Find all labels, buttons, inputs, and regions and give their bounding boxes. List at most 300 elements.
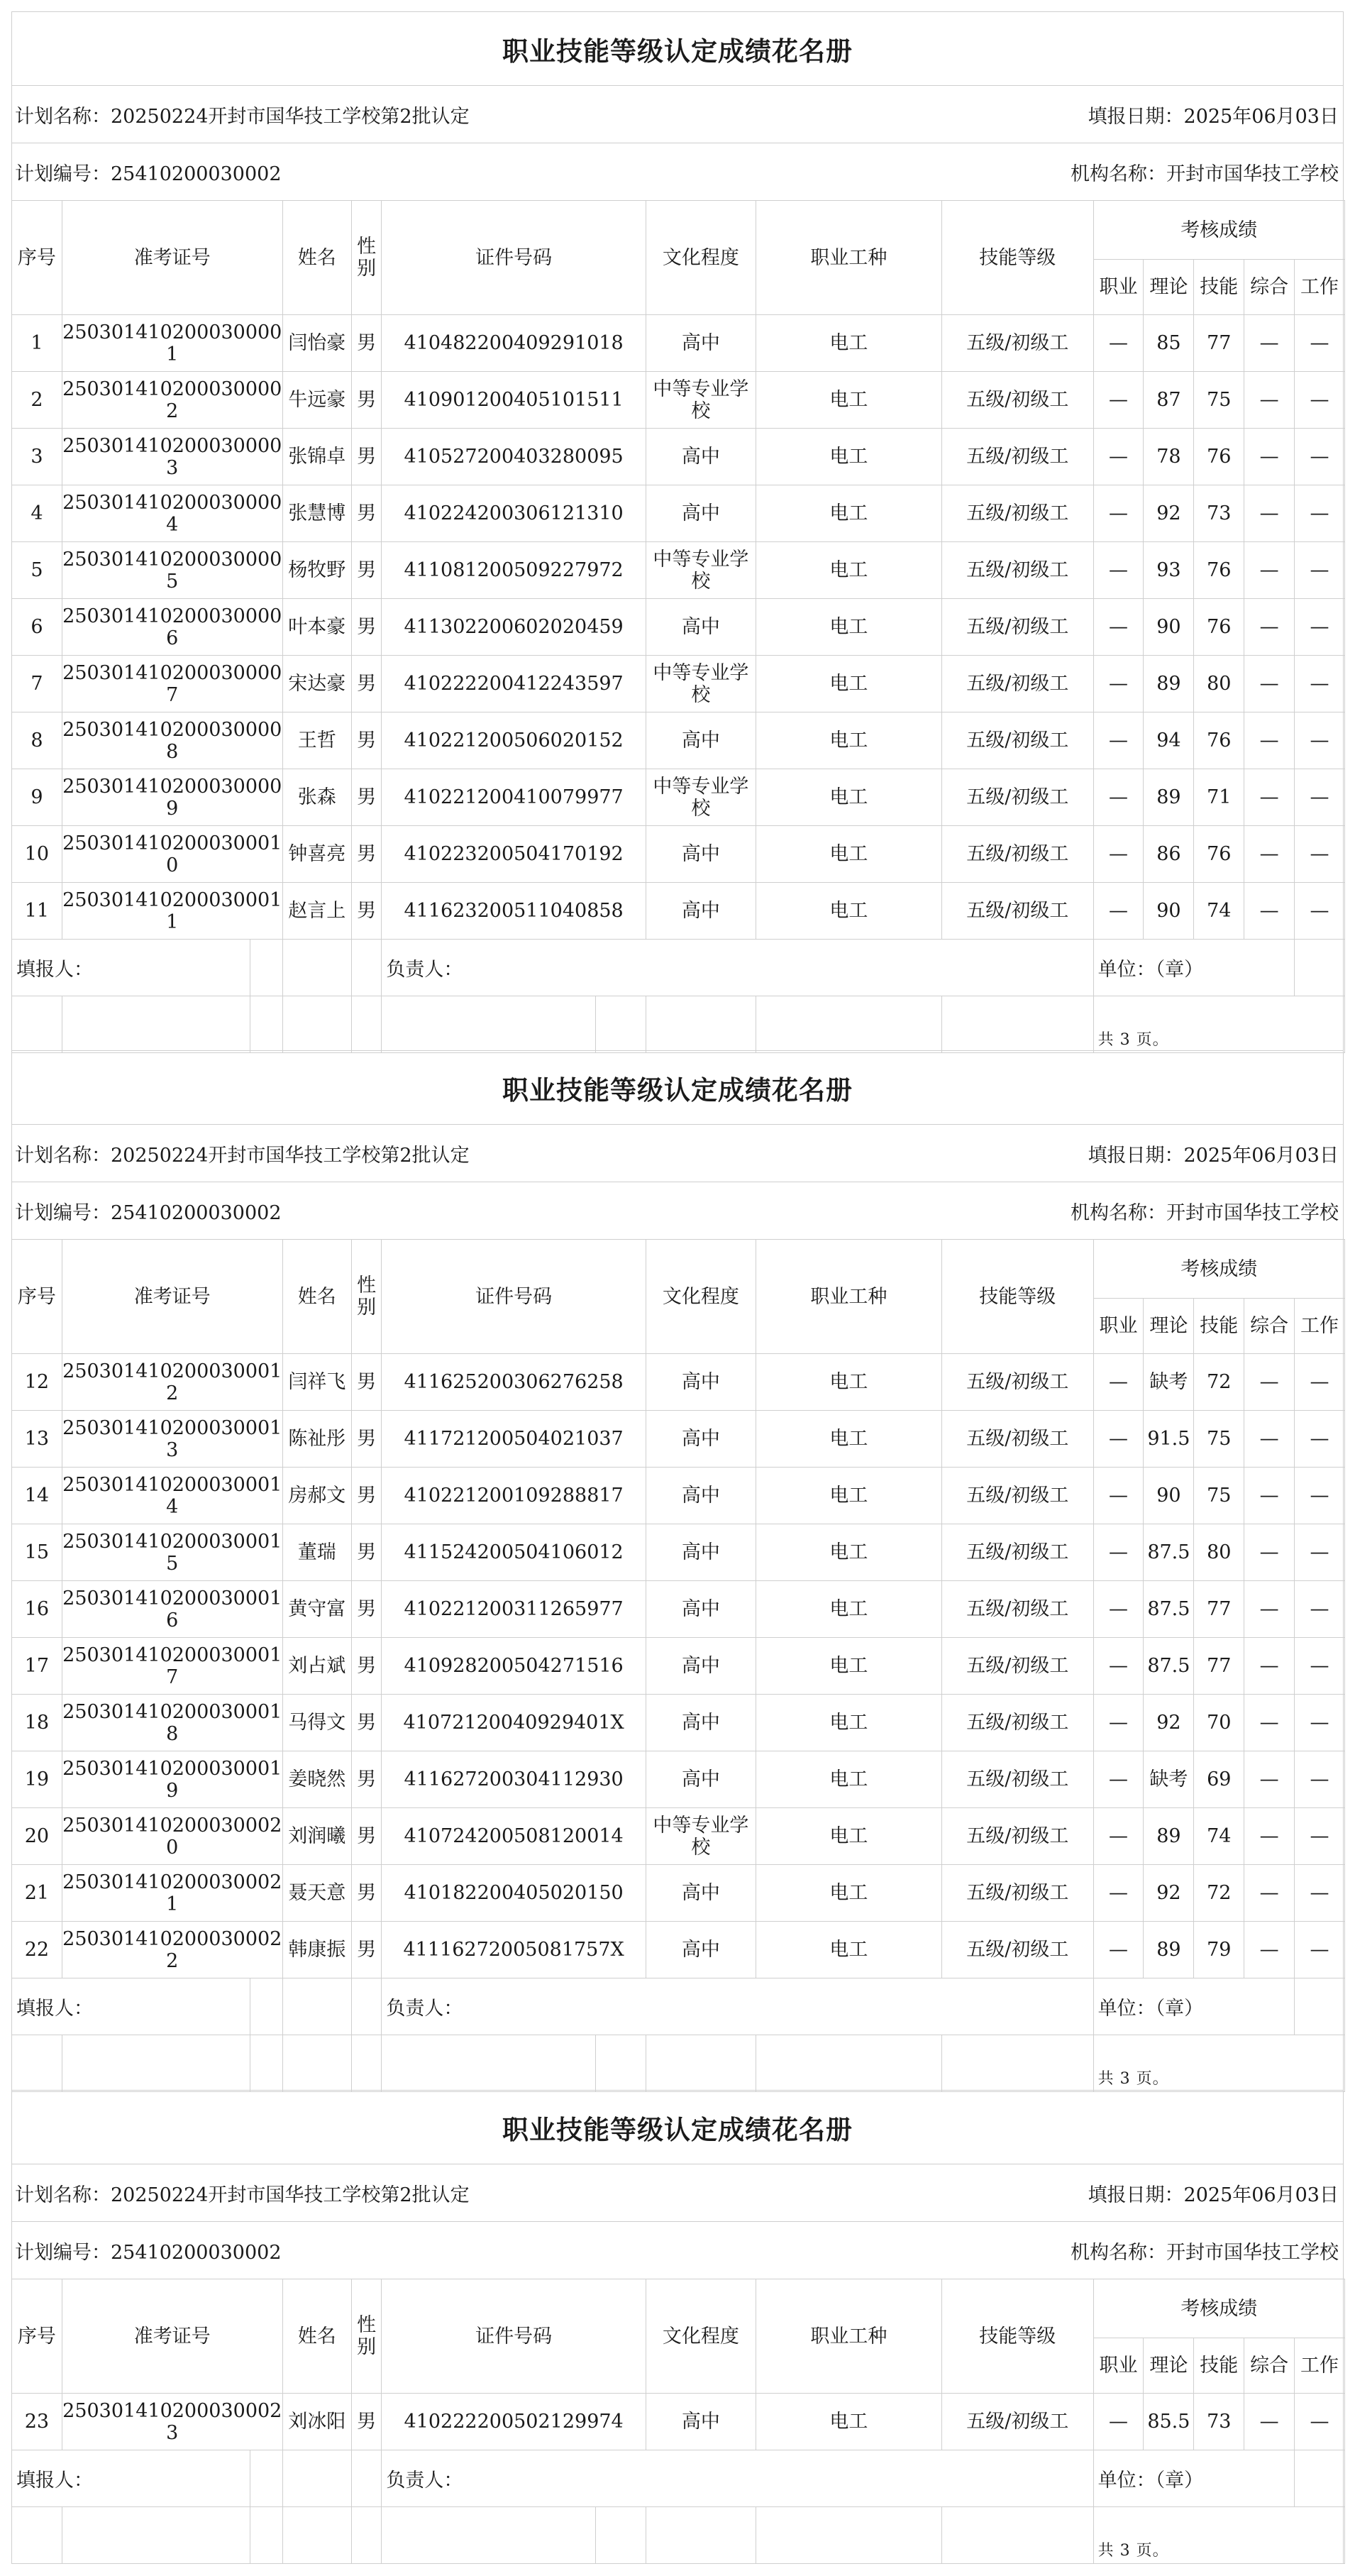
header-name: 姓名 — [282, 2279, 351, 2394]
row-score-comprehensive: — — [1244, 1865, 1295, 1922]
row-score-skill: 73 — [1194, 485, 1244, 542]
row-id-number: 411625200306276258 — [382, 1354, 646, 1411]
header-score-professional: 职业 — [1093, 1299, 1144, 1354]
row-id-number: 410182200405020150 — [382, 1865, 646, 1922]
table-row — [12, 712, 1345, 769]
row-score-professional: — — [1093, 1922, 1144, 1978]
row-gender: 男 — [351, 2394, 382, 2450]
row-score-comprehensive: — — [1244, 429, 1295, 485]
row-education: 高中 — [646, 1865, 756, 1922]
row-id-number: 410222200412243597 — [382, 656, 646, 712]
row-score-work: — — [1295, 542, 1345, 599]
table-row — [12, 429, 1345, 485]
header-id-number: 证件号码 — [382, 2279, 646, 2394]
header-skill-level: 技能等级 — [942, 2279, 1094, 2394]
row-score-work: — — [1295, 1468, 1345, 1524]
score-table — [11, 1239, 1345, 1978]
roster-page — [11, 2090, 1344, 2563]
row-score-comprehensive: — — [1244, 1524, 1295, 1581]
table-row — [12, 542, 1345, 599]
row-skill-level: 五级/初级工 — [942, 883, 1094, 940]
row-education: 高中 — [646, 1468, 756, 1524]
table-row — [12, 769, 1345, 826]
row-ticket: 2503014102000300018 — [62, 1695, 282, 1751]
row-score-professional: — — [1093, 1808, 1144, 1865]
row-skill-level: 五级/初级工 — [942, 1638, 1094, 1695]
row-ticket: 2503014102000300015 — [62, 1524, 282, 1581]
header-name: 姓名 — [282, 201, 351, 315]
row-skill-level: 五级/初级工 — [942, 1524, 1094, 1581]
row-name: 刘占斌 — [282, 1638, 351, 1695]
row-education: 高中 — [646, 712, 756, 769]
row-skill-level: 五级/初级工 — [942, 656, 1094, 712]
header-scores: 考核成绩 — [1093, 2279, 1344, 2338]
row-score-professional: — — [1093, 485, 1144, 542]
row-name: 杨牧野 — [282, 542, 351, 599]
header-skill-level: 技能等级 — [942, 1240, 1094, 1354]
row-education: 中等专业学校 — [646, 542, 756, 599]
header-score-theory: 理论 — [1144, 260, 1194, 315]
row-score-theory: 89 — [1144, 1808, 1194, 1865]
row-score-theory: 85.5 — [1144, 2394, 1194, 2450]
row-occupation: 电工 — [756, 883, 941, 940]
row-gender: 男 — [351, 485, 382, 542]
row-name: 聂天意 — [282, 1865, 351, 1922]
row-score-theory: 缺考 — [1144, 1354, 1194, 1411]
row-ticket: 2503014102000300019 — [62, 1751, 282, 1808]
row-score-professional: — — [1093, 2394, 1144, 2450]
row-skill-level: 五级/初级工 — [942, 1808, 1094, 1865]
row-score-comprehensive: — — [1244, 1808, 1295, 1865]
row-gender: 男 — [351, 1581, 382, 1638]
row-gender: 男 — [351, 826, 382, 883]
row-score-work: — — [1295, 372, 1345, 429]
page-count: 共 3 页。 — [1093, 2507, 1344, 2564]
row-seq: 11 — [12, 883, 62, 940]
table-row — [12, 315, 1345, 372]
header-gender: 性别 — [351, 1240, 382, 1354]
row-seq: 3 — [12, 429, 62, 485]
row-score-work: — — [1295, 769, 1345, 826]
row-score-skill: 76 — [1194, 429, 1244, 485]
header-scores: 考核成绩 — [1093, 201, 1344, 260]
leader-label: 负责人： — [382, 1978, 1093, 2035]
row-ticket: 2503014102000300014 — [62, 1468, 282, 1524]
row-occupation: 电工 — [756, 826, 941, 883]
header-score-skill: 技能 — [1194, 1299, 1244, 1354]
row-id-number: 41116272005081757X — [382, 1922, 646, 1978]
row-name: 马得文 — [282, 1695, 351, 1751]
row-gender: 男 — [351, 1468, 382, 1524]
leader-label: 负责人： — [382, 2450, 1093, 2507]
row-skill-level: 五级/初级工 — [942, 1695, 1094, 1751]
row-score-theory: 92 — [1144, 1695, 1194, 1751]
table-row — [12, 656, 1345, 712]
plan-info-row — [12, 1124, 1343, 1182]
row-gender: 男 — [351, 315, 382, 372]
row-score-work: — — [1295, 883, 1345, 940]
header-scores: 考核成绩 — [1093, 1240, 1344, 1299]
row-id-number: 410222200502129974 — [382, 2394, 646, 2450]
row-name: 房郝文 — [282, 1468, 351, 1524]
table-row — [12, 1865, 1345, 1922]
row-skill-level: 五级/初级工 — [942, 2394, 1094, 2450]
header-ticket: 准考证号 — [62, 1240, 282, 1354]
score-table — [11, 2279, 1345, 2450]
table-row — [12, 1922, 1345, 1978]
row-score-theory: 90 — [1144, 883, 1194, 940]
row-occupation: 电工 — [756, 1922, 941, 1978]
row-name: 韩康振 — [282, 1922, 351, 1978]
row-name: 黄守富 — [282, 1581, 351, 1638]
row-score-skill: 70 — [1194, 1695, 1244, 1751]
row-score-professional: — — [1093, 1865, 1144, 1922]
plan-number-row — [12, 2221, 1343, 2279]
header-gender: 性别 — [351, 201, 382, 315]
header-score-professional: 职业 — [1093, 2338, 1144, 2394]
unit-stamp-label: 单位：（章） — [1093, 940, 1294, 996]
row-skill-level: 五级/初级工 — [942, 485, 1094, 542]
table-row — [12, 1354, 1345, 1411]
row-education: 高中 — [646, 1524, 756, 1581]
row-education: 高中 — [646, 315, 756, 372]
page-count: 共 3 页。 — [1093, 996, 1344, 1053]
row-score-skill: 75 — [1194, 1468, 1244, 1524]
row-ticket: 2503014102000300011 — [62, 883, 282, 940]
row-name: 闫怡豪 — [282, 315, 351, 372]
row-score-professional: — — [1093, 656, 1144, 712]
plan-number-row — [12, 143, 1343, 200]
row-score-skill: 80 — [1194, 1524, 1244, 1581]
row-score-skill: 76 — [1194, 826, 1244, 883]
row-gender: 男 — [351, 1865, 382, 1922]
row-score-comprehensive: — — [1244, 769, 1295, 826]
header-ticket: 准考证号 — [62, 201, 282, 315]
row-seq: 20 — [12, 1808, 62, 1865]
row-occupation: 电工 — [756, 712, 941, 769]
row-seq: 15 — [12, 1524, 62, 1581]
row-score-skill: 73 — [1194, 2394, 1244, 2450]
row-id-number: 411081200509227972 — [382, 542, 646, 599]
row-gender: 男 — [351, 656, 382, 712]
row-occupation: 电工 — [756, 315, 941, 372]
row-id-number: 410223200504170192 — [382, 826, 646, 883]
header-score-skill: 技能 — [1194, 260, 1244, 315]
row-education: 高中 — [646, 1751, 756, 1808]
row-gender: 男 — [351, 1638, 382, 1695]
org-name: 机构名称：开封市国华技工学校 — [1071, 1201, 1339, 1224]
row-seq: 13 — [12, 1411, 62, 1468]
row-id-number: 410527200403280095 — [382, 429, 646, 485]
row-gender: 男 — [351, 1922, 382, 1978]
row-score-professional: — — [1093, 542, 1144, 599]
row-score-theory: 87.5 — [1144, 1581, 1194, 1638]
row-skill-level: 五级/初级工 — [942, 429, 1094, 485]
page-title: 职业技能等级认定成绩花名册 — [12, 1050, 1343, 1125]
row-score-work: — — [1295, 656, 1345, 712]
row-score-professional: — — [1093, 712, 1144, 769]
header-seq: 序号 — [12, 201, 62, 315]
row-score-skill: 76 — [1194, 542, 1244, 599]
row-score-skill: 77 — [1194, 315, 1244, 372]
row-seq: 10 — [12, 826, 62, 883]
row-gender: 男 — [351, 1524, 382, 1581]
row-occupation: 电工 — [756, 542, 941, 599]
row-seq: 18 — [12, 1695, 62, 1751]
page-count: 共 3 页。 — [1093, 2035, 1344, 2092]
plan-name: 计划名称：20250224开封市国华技工学校第2批认定 — [15, 2184, 470, 2206]
header-skill-level: 技能等级 — [942, 201, 1094, 315]
row-gender: 男 — [351, 599, 382, 656]
row-score-professional: — — [1093, 315, 1144, 372]
row-name: 王哲 — [282, 712, 351, 769]
header-id-number: 证件号码 — [382, 1240, 646, 1354]
row-ticket: 2503014102000300001 — [62, 315, 282, 372]
row-skill-level: 五级/初级工 — [942, 769, 1094, 826]
header-occupation: 职业工种 — [756, 2279, 941, 2394]
plan-number: 计划编号：25410200030002 — [15, 2241, 282, 2264]
row-occupation: 电工 — [756, 485, 941, 542]
row-score-comprehensive: — — [1244, 1468, 1295, 1524]
plan-number-row — [12, 1182, 1343, 1239]
row-score-professional: — — [1093, 1524, 1144, 1581]
row-score-comprehensive: — — [1244, 599, 1295, 656]
row-score-comprehensive: — — [1244, 712, 1295, 769]
row-occupation: 电工 — [756, 769, 941, 826]
row-skill-level: 五级/初级工 — [942, 542, 1094, 599]
row-education: 中等专业学校 — [646, 769, 756, 826]
row-seq: 17 — [12, 1638, 62, 1695]
row-id-number: 410482200409291018 — [382, 315, 646, 372]
row-ticket: 2503014102000300004 — [62, 485, 282, 542]
row-education: 中等专业学校 — [646, 1808, 756, 1865]
row-id-number: 411524200504106012 — [382, 1524, 646, 1581]
row-occupation: 电工 — [756, 1865, 941, 1922]
row-score-comprehensive: — — [1244, 1922, 1295, 1978]
row-id-number: 410221200311265977 — [382, 1581, 646, 1638]
row-score-comprehensive: — — [1244, 1411, 1295, 1468]
header-occupation: 职业工种 — [756, 201, 941, 315]
page-title: 职业技能等级认定成绩花名册 — [12, 11, 1343, 86]
org-name: 机构名称：开封市国华技工学校 — [1071, 2241, 1339, 2264]
row-score-theory: 94 — [1144, 712, 1194, 769]
row-id-number: 411721200504021037 — [382, 1411, 646, 1468]
row-name: 张森 — [282, 769, 351, 826]
row-score-theory: 93 — [1144, 542, 1194, 599]
row-ticket: 2503014102000300023 — [62, 2394, 282, 2450]
row-id-number: 411623200511040858 — [382, 883, 646, 940]
table-header-row — [12, 1240, 1345, 1299]
table-row — [12, 826, 1345, 883]
row-occupation: 电工 — [756, 656, 941, 712]
row-score-comprehensive: — — [1244, 2394, 1295, 2450]
table-row — [12, 2394, 1345, 2450]
row-score-professional: — — [1093, 599, 1144, 656]
row-id-number: 410221200410079977 — [382, 769, 646, 826]
header-name: 姓名 — [282, 1240, 351, 1354]
row-score-professional: — — [1093, 826, 1144, 883]
row-name: 张慧博 — [282, 485, 351, 542]
table-row — [12, 883, 1345, 940]
row-score-theory: 90 — [1144, 599, 1194, 656]
table-row — [12, 1695, 1345, 1751]
header-score-professional: 职业 — [1093, 260, 1144, 315]
row-occupation: 电工 — [756, 1468, 941, 1524]
row-occupation: 电工 — [756, 429, 941, 485]
row-seq: 21 — [12, 1865, 62, 1922]
row-education: 高中 — [646, 1411, 756, 1468]
row-ticket: 2503014102000300009 — [62, 769, 282, 826]
row-name: 牛远豪 — [282, 372, 351, 429]
row-score-theory: 89 — [1144, 656, 1194, 712]
table-header-row — [12, 201, 1345, 260]
row-skill-level: 五级/初级工 — [942, 1581, 1094, 1638]
row-score-professional: — — [1093, 1468, 1144, 1524]
header-score-theory: 理论 — [1144, 2338, 1194, 2394]
row-score-professional: — — [1093, 769, 1144, 826]
row-score-work: — — [1295, 712, 1345, 769]
unit-stamp-label: 单位：（章） — [1093, 2450, 1294, 2507]
header-ticket: 准考证号 — [62, 2279, 282, 2394]
row-gender: 男 — [351, 1411, 382, 1468]
row-score-theory: 87.5 — [1144, 1524, 1194, 1581]
table-row — [12, 1524, 1345, 1581]
row-gender: 男 — [351, 372, 382, 429]
header-score-comprehensive: 综合 — [1244, 260, 1295, 315]
row-education: 高中 — [646, 1638, 756, 1695]
row-score-professional: — — [1093, 883, 1144, 940]
plan-number: 计划编号：25410200030002 — [15, 1201, 282, 1224]
row-score-theory: 92 — [1144, 1865, 1194, 1922]
row-skill-level: 五级/初级工 — [942, 1468, 1094, 1524]
row-name: 闫祥飞 — [282, 1354, 351, 1411]
row-score-work: — — [1295, 1865, 1345, 1922]
row-education: 高中 — [646, 429, 756, 485]
report-date: 填报日期：2025年06月03日 — [1088, 1144, 1339, 1167]
header-score-work: 工作 — [1295, 2338, 1345, 2394]
header-education: 文化程度 — [646, 1240, 756, 1354]
row-gender: 男 — [351, 1751, 382, 1808]
row-skill-level: 五级/初级工 — [942, 1865, 1094, 1922]
signature-block — [11, 2450, 1345, 2564]
row-score-comprehensive: — — [1244, 1581, 1295, 1638]
row-occupation: 电工 — [756, 599, 941, 656]
row-id-number: 410928200504271516 — [382, 1638, 646, 1695]
row-education: 高中 — [646, 599, 756, 656]
row-gender: 男 — [351, 429, 382, 485]
row-skill-level: 五级/初级工 — [942, 1751, 1094, 1808]
row-occupation: 电工 — [756, 1354, 941, 1411]
row-score-theory: 91.5 — [1144, 1411, 1194, 1468]
row-id-number: 410221200506020152 — [382, 712, 646, 769]
plan-name: 计划名称：20250224开封市国华技工学校第2批认定 — [15, 1144, 470, 1167]
header-seq: 序号 — [12, 2279, 62, 2394]
row-skill-level: 五级/初级工 — [942, 315, 1094, 372]
row-seq: 12 — [12, 1354, 62, 1411]
row-score-theory: 89 — [1144, 1922, 1194, 1978]
row-score-skill: 75 — [1194, 372, 1244, 429]
row-score-theory: 78 — [1144, 429, 1194, 485]
row-score-skill: 75 — [1194, 1411, 1244, 1468]
row-seq: 6 — [12, 599, 62, 656]
header-score-work: 工作 — [1295, 260, 1345, 315]
row-name: 钟喜亮 — [282, 826, 351, 883]
row-score-professional: — — [1093, 1581, 1144, 1638]
row-occupation: 电工 — [756, 2394, 941, 2450]
row-seq: 19 — [12, 1751, 62, 1808]
row-score-theory: 缺考 — [1144, 1751, 1194, 1808]
plan-info-row — [12, 2164, 1343, 2221]
row-seq: 8 — [12, 712, 62, 769]
row-score-skill: 77 — [1194, 1638, 1244, 1695]
row-name: 张锦卓 — [282, 429, 351, 485]
row-occupation: 电工 — [756, 1751, 941, 1808]
row-score-comprehensive: — — [1244, 1638, 1295, 1695]
plan-name: 计划名称：20250224开封市国华技工学校第2批认定 — [15, 105, 470, 128]
row-skill-level: 五级/初级工 — [942, 599, 1094, 656]
row-score-comprehensive: — — [1244, 1751, 1295, 1808]
row-occupation: 电工 — [756, 372, 941, 429]
row-score-professional: — — [1093, 1751, 1144, 1808]
row-name: 宋达豪 — [282, 656, 351, 712]
roster-page — [11, 11, 1344, 1052]
page-title: 职业技能等级认定成绩花名册 — [12, 2090, 1343, 2164]
row-skill-level: 五级/初级工 — [942, 826, 1094, 883]
row-score-theory: 85 — [1144, 315, 1194, 372]
row-score-professional: — — [1093, 372, 1144, 429]
row-gender: 男 — [351, 1354, 382, 1411]
row-gender: 男 — [351, 712, 382, 769]
row-id-number: 410224200306121310 — [382, 485, 646, 542]
row-education: 高中 — [646, 1695, 756, 1751]
row-score-comprehensive: — — [1244, 315, 1295, 372]
header-score-theory: 理论 — [1144, 1299, 1194, 1354]
header-id-number: 证件号码 — [382, 201, 646, 315]
row-ticket: 2503014102000300008 — [62, 712, 282, 769]
row-score-work: — — [1295, 1695, 1345, 1751]
row-name: 姜晓然 — [282, 1751, 351, 1808]
row-score-comprehensive: — — [1244, 1695, 1295, 1751]
row-score-comprehensive: — — [1244, 826, 1295, 883]
row-occupation: 电工 — [756, 1695, 941, 1751]
header-score-work: 工作 — [1295, 1299, 1345, 1354]
signature-block — [11, 939, 1345, 1053]
header-occupation: 职业工种 — [756, 1240, 941, 1354]
row-score-skill: 69 — [1194, 1751, 1244, 1808]
row-id-number: 410901200405101511 — [382, 372, 646, 429]
row-score-work: — — [1295, 1751, 1345, 1808]
row-gender: 男 — [351, 769, 382, 826]
report-date: 填报日期：2025年06月03日 — [1088, 2184, 1339, 2206]
row-score-professional: — — [1093, 429, 1144, 485]
row-score-skill: 77 — [1194, 1581, 1244, 1638]
row-score-theory: 89 — [1144, 769, 1194, 826]
table-row — [12, 1468, 1345, 1524]
header-score-skill: 技能 — [1194, 2338, 1244, 2394]
row-ticket: 2503014102000300020 — [62, 1808, 282, 1865]
row-occupation: 电工 — [756, 1638, 941, 1695]
row-score-work: — — [1295, 1638, 1345, 1695]
row-score-professional: — — [1093, 1638, 1144, 1695]
plan-number: 计划编号：25410200030002 — [15, 163, 282, 185]
row-seq: 7 — [12, 656, 62, 712]
row-score-professional: — — [1093, 1695, 1144, 1751]
row-score-skill: 79 — [1194, 1922, 1244, 1978]
row-education: 高中 — [646, 1581, 756, 1638]
row-seq: 2 — [12, 372, 62, 429]
row-score-theory: 90 — [1144, 1468, 1194, 1524]
row-score-skill: 72 — [1194, 1865, 1244, 1922]
